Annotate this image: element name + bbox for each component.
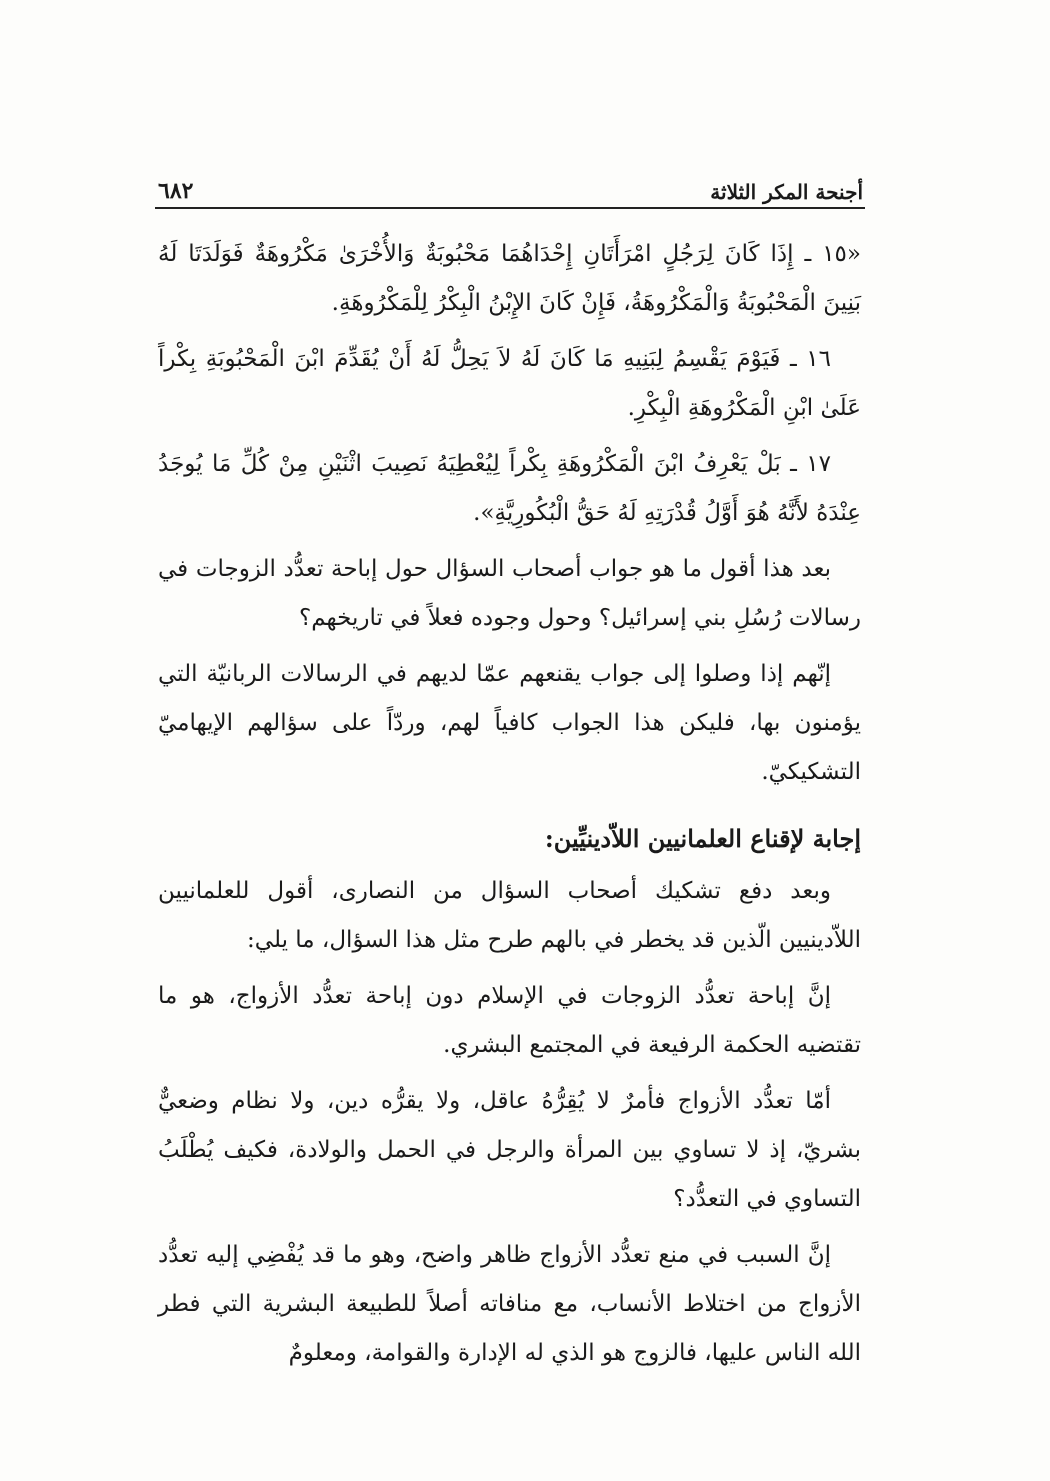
paragraph-question: بعد هذا أقول ما هو جواب أصحاب السؤال حول إباحة تعدُّد الزوجات في رسالات رُسُلِ بني إسرائيل؟ وحول وجوده فعلاً في تاريخهم؟ <box>158 556 861 631</box>
verse-17: ١٧ ـ بَلْ يَعْرِفُ ابْنَ الْمَكْرُوهَةِ بِكْراً لِيُعْطِيَهُ نَصِيبَ اثْنَيْنِ مِنْ كُلِّ مَا يُوجَدُ عِنْدَهُ لأَنَّهُ هُوَ أَوَّلُ قُدْرَتِهِ لَهُ حَقُّ الْبُكُورِيَّةِ». <box>158 451 861 526</box>
paragraph-secular: وبعد دفع تشكيك أصحاب السؤال من النصارى، أقول للعلمانيين اللاّدينيين الّذين قد يخطر في بالهم طرح مثل هذا السؤال، ما يلي: <box>158 878 861 953</box>
verse-15: «١٥ ـ إِذَا كَانَ لِرَجُلٍ امْرَأَتَانِ إِحْدَاهُمَا مَحْبُوبَةٌ وَالأُخْرَىٰ مَكْرُوهَةٌ فَوَلَدَتَا لَهُ بَنِينَ الْمَحْبُوبَةُ وَالْمَكْرُوهَةُ، فَإِنْ كَانَ الإِبْنُ الْبِكْرُ لِلْمَكْرُوهَةِ. <box>158 241 861 316</box>
section-heading: إجابة لإقناع العلمانيين اللاّدينيِّين: <box>544 824 861 853</box>
paragraph-husbands: أمّا تعدُّد الأزواج فأمرٌ لا يُقِرُّهُ عاقل، ولا يقرُّه دين، ولا نظام وضعيٌّ بشريّ، إذ لا تساوي بين المرأة والرجل في الحمل والولادة، فكيف يُطْلَبُ التساوي في التعدُّد؟ <box>158 1088 861 1212</box>
paragraph-answer: إنّهم إذا وصلوا إلى جواب يقنعهم عمّا لديهم في الرسالات الربانيّة التي يؤمنون بها، فليكن هذا الجواب كافياً لهم، وردّاً على سؤالهم الإيهاميّ التشكيكيّ. <box>158 661 861 785</box>
verse-16: ١٦ ـ فَيَوْمَ يَقْسِمُ لِبَنِيهِ مَا كَانَ لَهُ لاَ يَحِلُّ لَهُ أَنْ يُقَدِّمَ ابْنَ الْمَحْبُوبَةِ بِكْراً عَلَىٰ ابْنِ الْمَكْرُوهَةِ الْبِكْرِ. <box>158 346 861 421</box>
header-rule <box>155 207 865 209</box>
page-body <box>158 230 861 1385</box>
paragraph-reason: إنَّ السبب في منع تعدُّد الأزواج ظاهر واضح، وهو ما قد يُفْضِي إليه تعدُّد الأزواج من اختلاط الأنساب، مع منافاته أصلاً للطبيعة البشرية التي فطر الله الناس عليها، فالزوج هو الذي له الإدارة والقوامة، ومعلومٌ <box>158 1242 861 1366</box>
page-number: ٦٨٢ <box>158 178 194 204</box>
running-title: أجنحة المكر الثلاثة <box>710 180 863 204</box>
paragraph-permission: إنَّ إباحة تعدُّد الزوجات في الإسلام دون إباحة تعدُّد الأزواج، هو ما تقتضيه الحكمة الرفيعة في المجتمع البشري. <box>158 983 861 1058</box>
page-header <box>158 168 863 204</box>
